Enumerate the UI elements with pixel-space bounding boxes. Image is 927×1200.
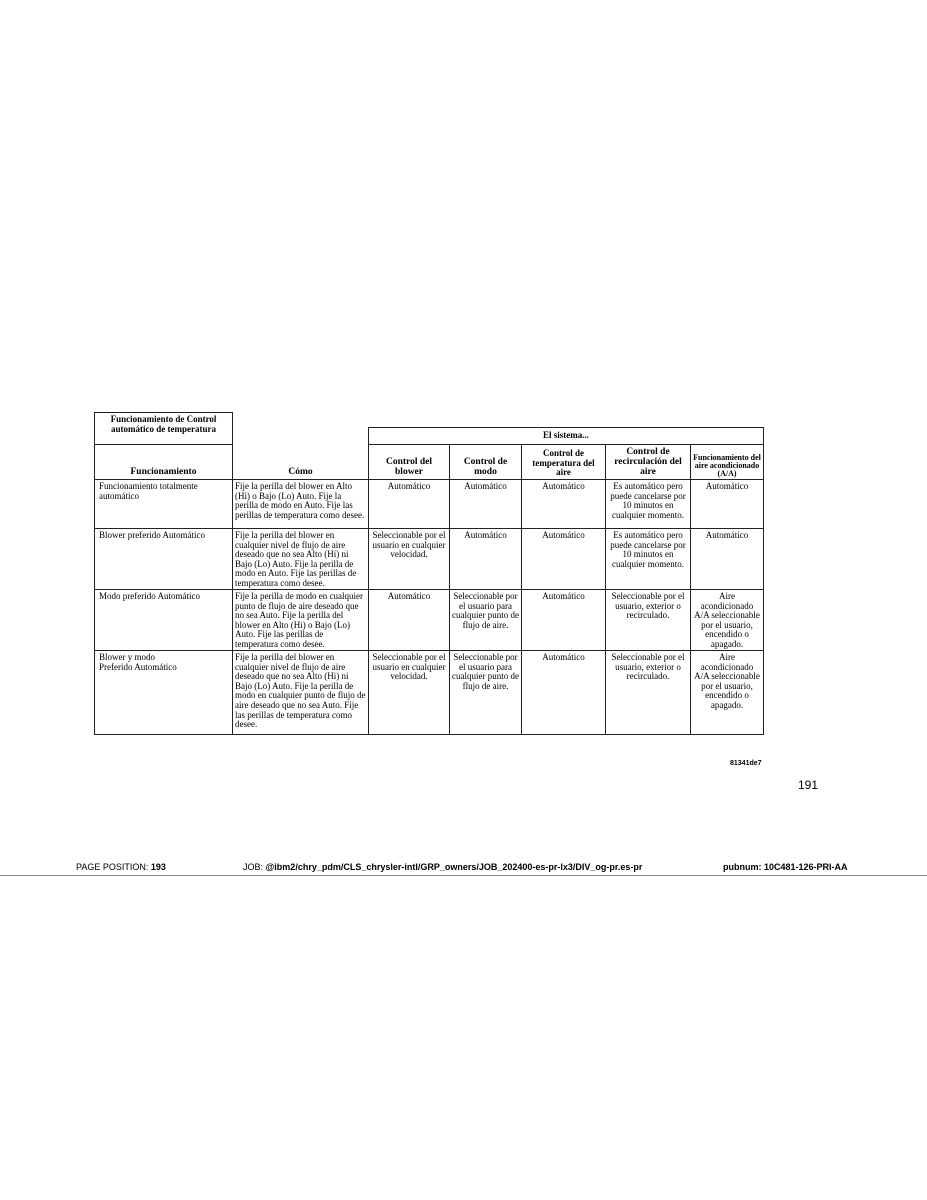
col-header-como: Cómo <box>233 445 369 480</box>
cell-recirculacion: Seleccionable por el usuario, exterior o recirculado. <box>606 651 691 735</box>
cell-aire: Aire acondicionado A/A seleccionable por el usuario, encendido o apagado. <box>691 590 764 651</box>
cell-funcionamiento <box>95 651 233 735</box>
cell-funcionamiento: Modo preferido Automático <box>95 590 233 651</box>
cell-recirculacion: Es automático pero puede cancelarse por 10 minutos en cualquier momento. <box>606 529 691 590</box>
cell-como: Fije la perilla del blower en cualquier nivel de flujo de aire deseado que no sea Alto (Hi) ni Bajo (Lo) Auto. Fije la perilla de modo en cualquier punto de flujo de aire deseado que no sea Auto. Fije las perillas de temperatura como desee. <box>233 651 369 735</box>
footer-job-value: @ibm2/chry_pdm/CLS_chrysler-intl/GRP_owners/JOB_202400-es-pr-lx3/DIV_og-pr.es-pr <box>265 862 643 872</box>
cell-aire: Automático <box>691 529 764 590</box>
cell-como: Fije la perilla del blower en cualquier nivel de flujo de aire deseado que no sea Alto (Hi) ni Bajo (Lo) Auto. Fije la perilla de modo en Auto. Fije las perillas de temperatura como desee. <box>233 529 369 590</box>
footer-position-label: PAGE POSITION: <box>76 862 149 872</box>
footer-divider <box>0 875 927 876</box>
group-header: El sistema... <box>369 428 764 445</box>
col-header-modo: Control de modo <box>450 445 522 480</box>
footer-position-value: 193 <box>150 862 166 872</box>
footer-pubnum-label: pubnum: <box>723 862 762 872</box>
cell-funcionamiento: Blower preferido Automático <box>95 529 233 590</box>
cell-temperatura: Automático <box>522 529 606 590</box>
table-caption: Funcionamiento de Control automático de temperatura <box>95 413 233 445</box>
cell-blower: Seleccionable por el usuario en cualquier velocidad. <box>369 651 450 735</box>
climate-control-table <box>94 412 764 735</box>
col-header-blower: Control del blower <box>369 445 450 480</box>
cell-temperatura: Automático <box>522 590 606 651</box>
table-row <box>95 590 764 651</box>
page-number: 191 <box>798 778 819 792</box>
cell-aire: Automático <box>691 480 764 529</box>
cell-recirculacion: Seleccionable por el usuario, exterior o recirculado. <box>606 590 691 651</box>
cell-modo: Seleccionable por el usuario para cualquier punto de flujo de aire. <box>450 590 522 651</box>
cell-temperatura: Automático <box>522 480 606 529</box>
col-header-temperatura: Control de temperatura del aire <box>522 445 606 480</box>
cell-funcionamiento-line2: Preferido Automático <box>99 661 177 672</box>
cell-blower: Automático <box>369 480 450 529</box>
cell-aire: Aire acondicionado A/A seleccionable por el usuario, encendido o apagado. <box>691 651 764 735</box>
cell-recirculacion: Es automático pero puede cancelarse por 10 minutos en cualquier momento. <box>606 480 691 529</box>
cell-funcionamiento: Funcionamiento totalmente automático <box>95 480 233 529</box>
cell-blower: Automático <box>369 590 450 651</box>
cell-funcionamiento-line1: Blower y modo <box>99 652 155 662</box>
footer-job-label: JOB: <box>243 862 264 872</box>
col-header-funcionamiento: Funcionamiento <box>95 445 233 480</box>
cell-modo: Automático <box>450 529 522 590</box>
table-row <box>95 480 764 529</box>
col-header-aire: Funcionamiento del aire acondicionado (A/A) <box>691 445 764 480</box>
table-row <box>95 651 764 735</box>
cell-blower: Seleccionable por el usuario en cualquier velocidad. <box>369 529 450 590</box>
footer-page-position <box>76 862 166 872</box>
cell-modo: Automático <box>450 480 522 529</box>
col-header-recirculacion: Control de recirculación del aire <box>606 445 691 480</box>
reference-code: 81341de7 <box>730 760 762 767</box>
footer-job <box>243 862 642 872</box>
footer-pubnum <box>723 862 848 872</box>
cell-modo: Seleccionable por el usuario para cualquier punto de flujo de aire. <box>450 651 522 735</box>
cell-como: Fije la perilla del blower en Alto (Hi) o Bajo (Lo) Auto. Fije la perilla de modo en Auto. Fije las perillas de temperatura como desee. <box>233 480 369 529</box>
cell-como: Fije la perilla de modo en cualquier punto de flujo de aire deseado que no sea Auto. Fije la perilla del blower en Alto (Hi) o Bajo (Lo) Auto. Fije las perillas de temperatura como desee. <box>233 590 369 651</box>
footer-pubnum-value: 10C481-126-PRI-AA <box>764 862 848 872</box>
cell-temperatura: Automático <box>522 651 606 735</box>
table-row <box>95 529 764 590</box>
